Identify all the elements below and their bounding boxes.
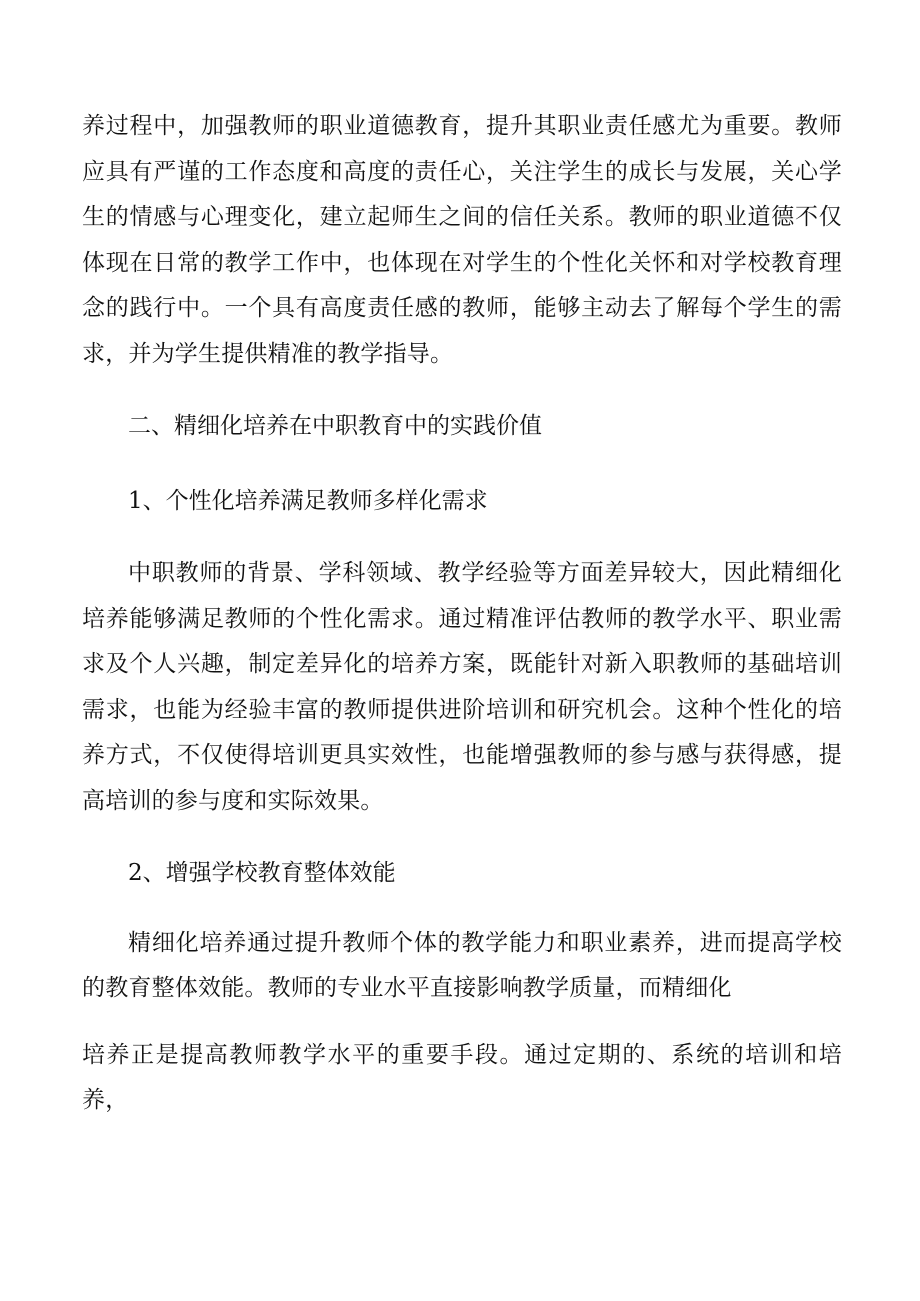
spacer xyxy=(82,377,842,404)
section-heading: 二、精细化培养在中职教育中的实践价值 xyxy=(128,413,542,439)
body-paragraph-personalized-training: 中职教师的背景、学科领域、教学经验等方面差异较大，因此精细化培养能够满足教师的个性化需求。通过精准评估教师的教学水平、职业需求及个人兴趣，制定差异化的培养方案，既能针对新入职教师的基础培训需求，也能为经验丰富的教师提供进阶培训和研究机会。这种个性化的培养方式，不仅使得培训更具实效性，也能增强教师的参与感与获得感，提高培训的参与度和实际效果。 xyxy=(82,560,842,814)
spacer xyxy=(82,450,842,479)
page-break-spacer xyxy=(82,1012,842,1033)
document-page xyxy=(82,104,842,1124)
spacer xyxy=(82,897,842,921)
spacer xyxy=(82,524,842,551)
body-paragraph-school-efficiency-continued: 培养正是提高教师教学水平的重要手段。通过定期的、系统的培训和培养， xyxy=(82,1041,842,1113)
body-paragraph-school-efficiency: 精细化培养通过提升教师个体的教学能力和职业素养，进而提高学校的教育整体效能。教师的专业水平直接影响教学质量，而精细化 xyxy=(82,929,842,1001)
subheading-personalized-training: 1、个性化培养满足教师多样化需求 xyxy=(128,487,488,514)
body-paragraph-continuation: 养过程中，加强教师的职业道德教育，提升其职业责任感尤为重要。教师应具有严谨的工作态度和高度的责任心，关注学生的成长与发展，关心学生的情感与心理变化，建立起师生之间的信任关系。教师的职业道德不仅体现在日常的教学工作中，也体现在对学生的个性化关怀和对学校教育理念的践行中。一个具有高度责任感的教师，能够主动去了解每个学生的需求，并为学生提供精准的教学指导。 xyxy=(82,113,842,367)
subheading-school-efficiency: 2、增强学校教育整体效能 xyxy=(128,860,396,886)
spacer xyxy=(82,824,842,851)
